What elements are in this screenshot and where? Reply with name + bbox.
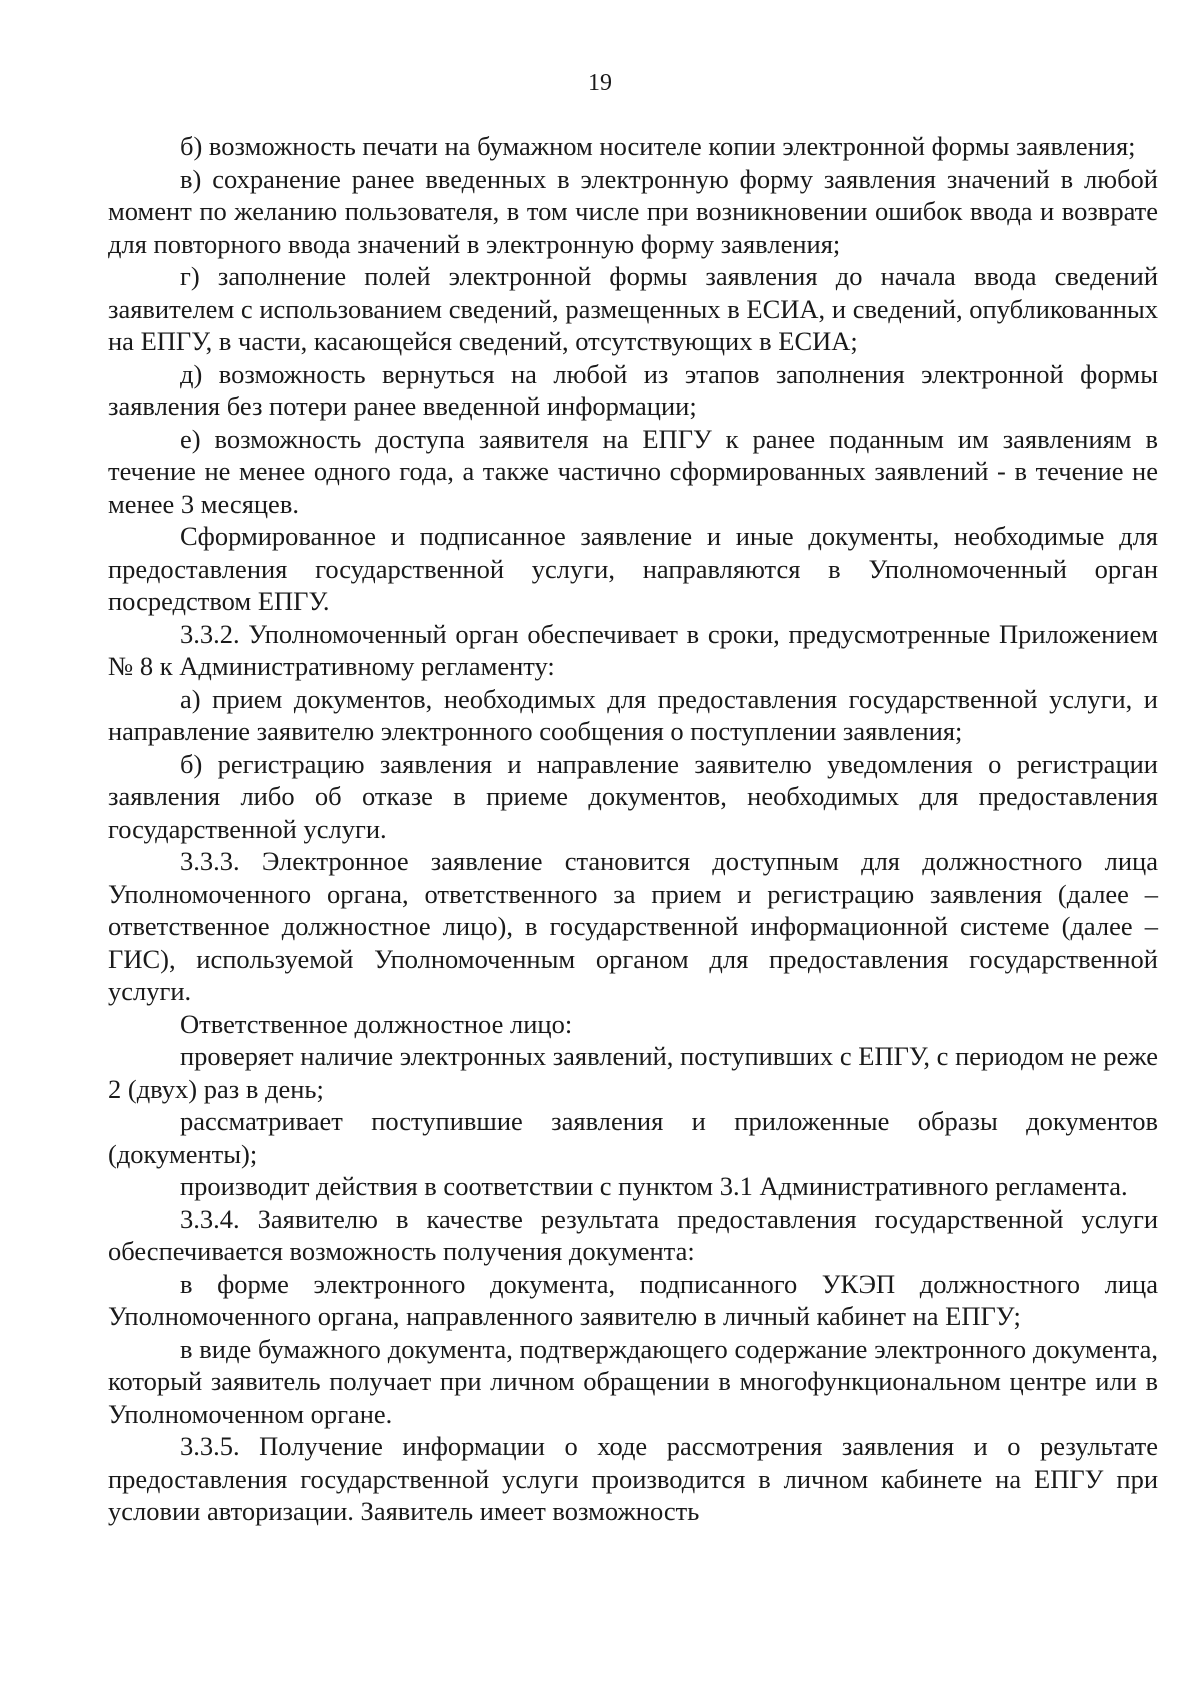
paragraph-checks-applications: проверяет наличие электронных заявлений, поступивших с ЕПГУ, с периодом не реже 2 (двух) раз в день; (108, 1041, 1158, 1104)
paragraph-v-save-values: в) сохранение ранее введенных в электронную форму заявления значений в любой момент по желанию пользователя, в том числе при возникновении ошибок ввода и возврате для повторного ввода значений в электронную форму заявления; (108, 163, 1158, 259)
paragraph-d-return-stage: д) возможность вернуться на любой из этапов заполнения электронной формы заявления без потери ранее введенной информации; (108, 358, 1158, 421)
paragraph-g-fill-fields: г) заполнение полей электронной формы заявления до начала ввода сведений заявителем с использованием сведений, размещенных в ЕСИА, и сведений, опубликованных на ЕПГУ, в части, касающейся сведений, отсутствующих в ЕСИА; (108, 261, 1158, 356)
paragraph-paper-document: в виде бумажного документа, подтверждающего содержание электронного документа, который заявитель получает при личном обращении в многофункциональном центре или в Уполномоченном органе. (108, 1333, 1158, 1429)
paragraph-b-print: б) возможность печати на бумажном носителе копии электронной формы заявления; (180, 131, 1136, 161)
paragraph-3-3-3: 3.3.3. Электронное заявление становится доступным для должностного лица Уполномоченного органа, ответственного за прием и регистрацию заявления (далее – ответственное должностное лицо), в государственной информационной системе (далее – ГИС), используемой Уполномоченным органом для предоставления государственной услуги. (108, 846, 1158, 1006)
paragraph-reviews-applications: рассматривает поступившие заявления и приложенные образы документов (документы); (108, 1106, 1158, 1169)
paragraph-b-registration: б) регистрацию заявления и направление заявителю уведомления о регистрации заявления либо об отказе в приеме документов, необходимых для предоставления государственной услуги. (108, 748, 1158, 844)
paragraph-3-3-2: 3.3.2. Уполномоченный орган обеспечивает в сроки, предусмотренные Приложением № 8 к Административному регламенту: (108, 618, 1158, 681)
document-body (108, 130, 1158, 1528)
paragraph-a-acceptance: а) прием документов, необходимых для предоставления государственной услуги, и направление заявителю электронного сообщения о поступлении заявления; (108, 683, 1158, 746)
paragraph-submission: Сформированное и подписанное заявление и иные документы, необходимые для предоставления государственной услуги, направляются в Уполномоченный орган посредством ЕПГУ. (108, 521, 1158, 616)
page-number: 19 (588, 70, 612, 96)
paragraph-electronic-document: в форме электронного документа, подписанного УКЭП должностного лица Уполномоченного органа, направленного заявителю в личный кабинет на ЕПГУ; (108, 1268, 1158, 1331)
paragraph-responsible-official: Ответственное должностное лицо: (180, 1008, 573, 1039)
paragraph-3-3-5: 3.3.5. Получение информации о ходе рассмотрения заявления и о результате предоставления государственной услуги производится в личном кабинете на ЕПГУ при условии авторизации. Заявитель имеет возможность (108, 1431, 1158, 1526)
paragraph-3-3-4: 3.3.4. Заявителю в качестве результата предоставления государственной услуги обеспечивается возможность получения документа: (108, 1203, 1158, 1266)
paragraph-performs-actions: производит действия в соответствии с пунктом 3.1 Административного регламента. (180, 1171, 1128, 1201)
paragraph-e-access: е) возможность доступа заявителя на ЕПГУ к ранее поданным им заявлениям в течение не менее одного года, а также частично сформированных заявлений - в течение не менее 3 месяцев. (108, 423, 1158, 519)
